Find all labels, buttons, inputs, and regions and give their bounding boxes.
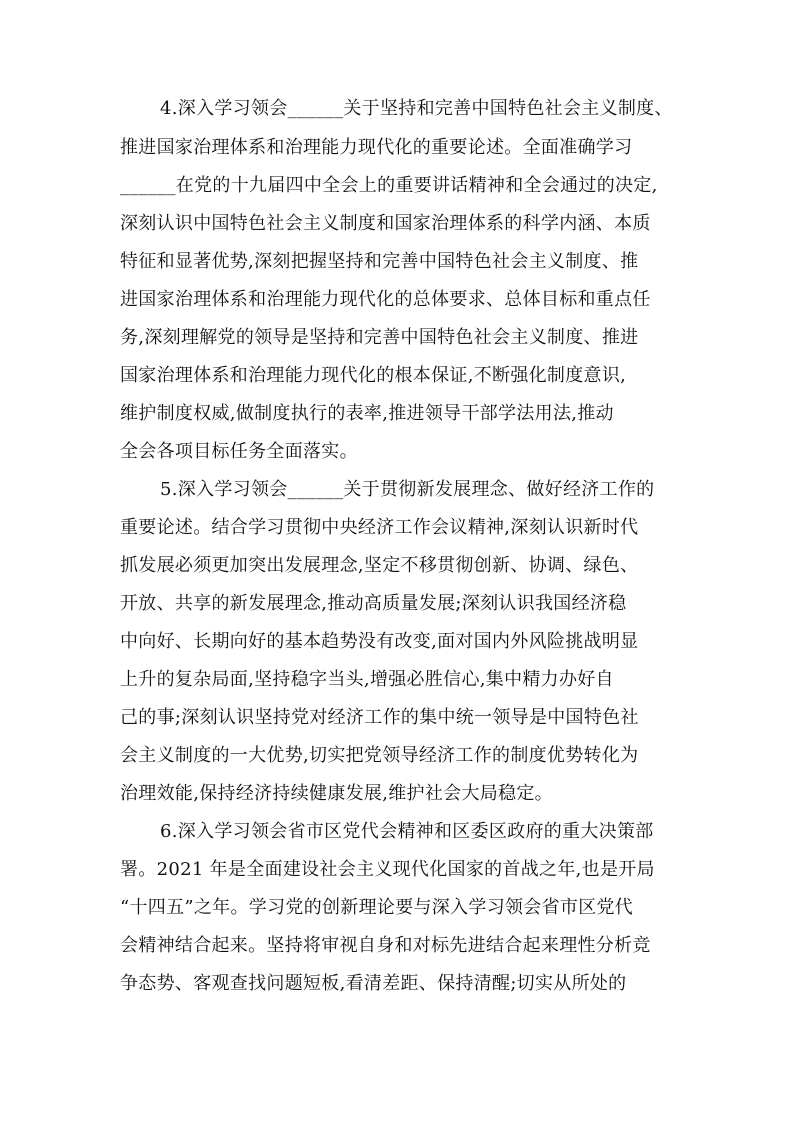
paragraph-5-line-2: 重要论述。结合学习贯彻中央经济工作会议精神,深刻认识新时代: [120, 517, 639, 538]
paragraph-6-line-4: 会精神结合起来。坚持将审视自身和对标先进结合起来理性分析竞: [120, 935, 651, 956]
paragraph-5-line-8: 会主义制度的一大优势,切实把党领导经济工作的制度优势转化为: [120, 745, 639, 766]
paragraph-4-line-4: 深刻认识中国特色社会主义制度和国家治理体系的科学内涵、本质: [120, 213, 651, 234]
paragraph-4-line-1: 4.深入学习领会______关于坚持和完善中国特色社会主义制度、: [160, 98, 673, 119]
paragraph-4-line-10: 全会各项目标任务全面落实。: [120, 441, 358, 462]
paragraph-5-line-3: 抓发展必须更加突出发展理念,坚定不移贯彻创新、协调、绿色、: [120, 555, 639, 576]
paragraph-6-line-1: 6.深入学习领会省市区党代会精神和区委区政府的重大决策部: [160, 821, 654, 842]
paragraph-5-line-9: 治理效能,保持经济持续健康发展,维护社会大局稳定。: [120, 783, 553, 804]
paragraph-5-line-7: 己的事;深刻认识坚持党对经济工作的集中统一领导是中国特色社: [120, 707, 639, 728]
paragraph-6-line-5: 争态势、客观查找问题短板,看清差距、保持清醒;切实从所处的: [120, 973, 627, 994]
paragraph-6-line-3: “十四五”之年。学习党的创新理论要与深入学习领会省市区党代: [120, 897, 634, 918]
paragraph-4-line-6: 进国家治理体系和治理能力现代化的总体要求、总体目标和重点任: [120, 289, 651, 310]
paragraph-5-line-4: 开放、共享的新发展理念,推动高质量发展;深刻认识我国经济稳: [120, 593, 627, 614]
paragraph-5-line-6: 上升的复杂局面,坚持稳字当头,增强必胜信心,集中精力办好自: [120, 669, 614, 690]
paragraph-4-line-2: 推进国家治理体系和治理能力现代化的重要论述。全面准确学习: [120, 137, 633, 158]
paragraph-6-line-2: 署。2021 年是全面建设社会主义现代化国家的首战之年,也是开局: [120, 859, 655, 880]
paragraph-4-line-8: 国家治理体系和治理能力现代化的根本保证,不断强化制度意识,: [120, 365, 627, 386]
paragraph-5-line-5: 中向好、长期向好的基本趋势没有改变,面对国内外风险挑战明显: [120, 631, 639, 652]
paragraph-5-line-1: 5.深入学习领会______关于贯彻新发展理念、做好经济工作的: [160, 479, 655, 500]
paragraph-4-line-9: 维护制度权威,做制度执行的表率,推进领导干部学法用法,推动: [120, 403, 614, 424]
paragraph-4-line-3: ______在党的十九届四中全会上的重要讲话精神和全会通过的决定,: [120, 175, 658, 196]
paragraph-4-line-5: 特征和显著优势,深刻把握坚持和完善中国特色社会主义制度、推: [120, 251, 639, 272]
paragraph-4-line-7: 务,深刻理解党的领导是坚持和完善中国特色社会主义制度、推进: [120, 327, 639, 348]
